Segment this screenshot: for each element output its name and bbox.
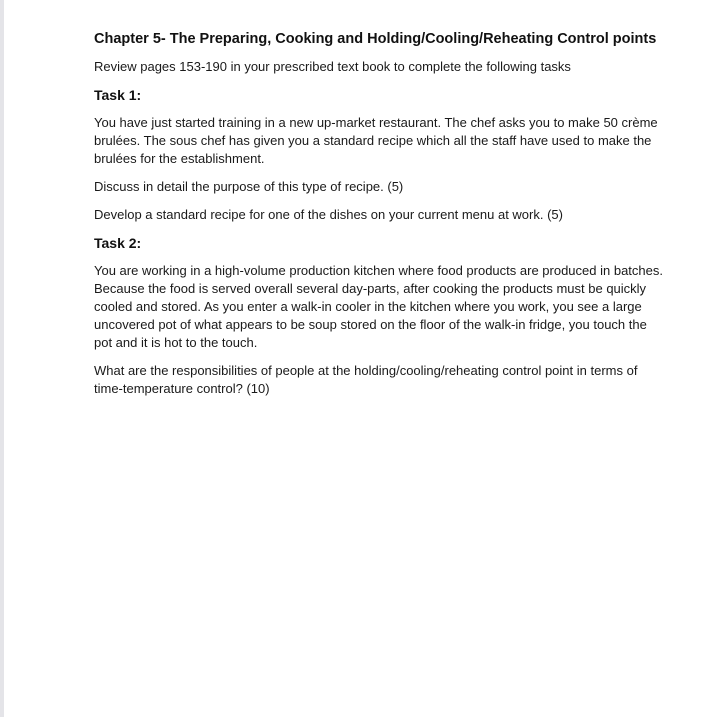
task-2-heading: Task 2:	[94, 235, 142, 251]
task-2-scenario: You are working in a high-volume production kitchen where food products are produced in batches. Because the food is served overall several day-parts, after cooking the products must be quickly cooled and stored. As you enter a walk-in cooler in the kitchen where you work, you see a large uncovered pot of what appears to be soup stored on the floor of the walk-in fridge, you touch the pot and it is hot to the touch.	[94, 263, 663, 350]
document-page	[94, 30, 664, 408]
intro-text: Review pages 153-190 in your prescribed text book to complete the following tasks	[94, 59, 571, 74]
document-title: Chapter 5- The Preparing, Cooking and Holding/Cooling/Reheating Control points	[94, 31, 657, 47]
task-1-heading: Task 1:	[94, 87, 142, 103]
task-2-question-1: What are the responsibilities of people at the holding/cooling/reheating control point in terms of time-temperature control? (10)	[94, 363, 638, 396]
task-1-scenario: You have just started training in a new up-market restaurant. The chef asks you to make 50 crème brulées. The sous chef has given you a standard recipe which all the staff have used to make the brulées for the establishment.	[94, 115, 658, 166]
page-left-edge	[0, 0, 4, 717]
task-1-question-2: Develop a standard recipe for one of the dishes on your current menu at work. (5)	[94, 207, 563, 222]
task-1-question-1: Discuss in detail the purpose of this type of recipe. (5)	[94, 179, 404, 194]
